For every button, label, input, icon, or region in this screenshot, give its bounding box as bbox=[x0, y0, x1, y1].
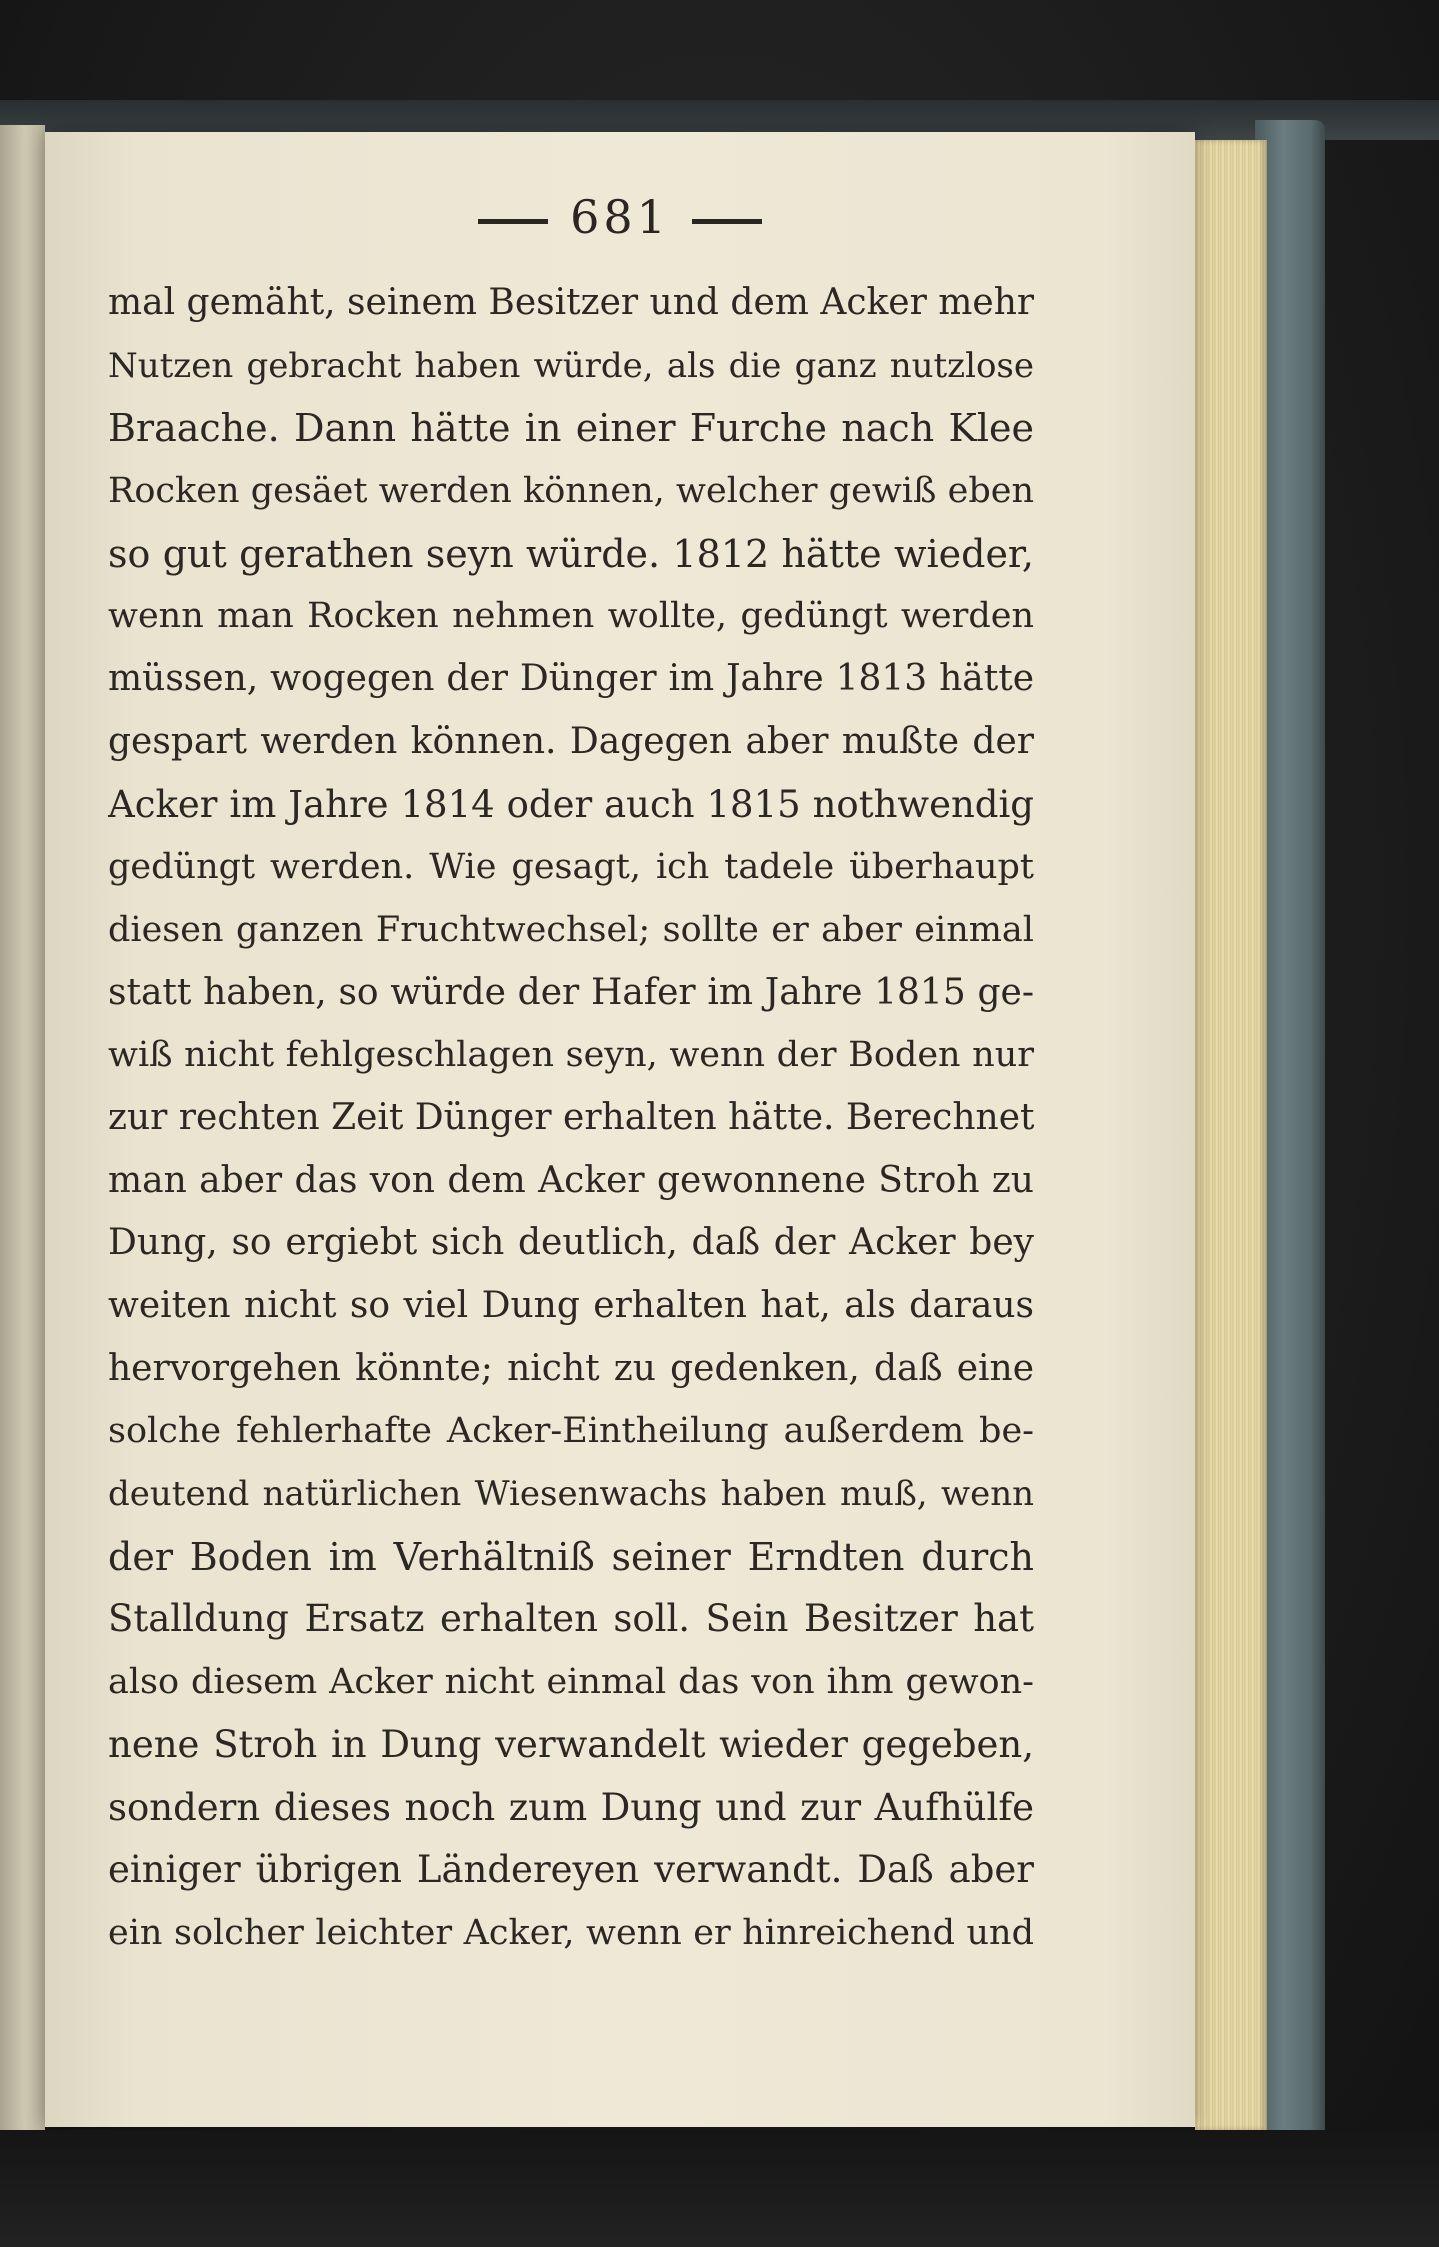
body-text bbox=[108, 272, 1034, 1965]
table-surface bbox=[0, 2130, 1439, 2247]
text-line: Rocken gesäet werden können, welcher gewiß eben bbox=[108, 471, 1034, 512]
text-line: wenn man Rocken nehmen wollte, gedüngt werden bbox=[108, 596, 1034, 637]
text-line: wiß nicht fehlgeschlagen seyn, wenn der Boden nur bbox=[108, 1035, 1034, 1076]
text-line: Braache. Dann hätte in einer Furche nach Klee bbox=[108, 406, 1034, 451]
text-line: sondern dieses noch zum Dung und zur Aufhülfe bbox=[108, 1785, 1034, 1829]
text-line: mal gemäht, seinem Besitzer und dem Acker mehr bbox=[108, 282, 1034, 323]
text-line: müssen, wogegen der Dünger im Jahre 1813 hätte bbox=[108, 658, 1034, 700]
page-edges bbox=[1195, 140, 1267, 2130]
text-line: zur rechten Zeit Dünger erhalten hätte. Berechnet bbox=[108, 1096, 1034, 1138]
text-line: man aber das von dem Acker gewonnene Stroh zu bbox=[108, 1159, 1034, 1201]
text-line: weiten nicht so viel Dung erhalten hat, als daraus bbox=[108, 1285, 1034, 1326]
header-dash-right bbox=[692, 219, 762, 224]
text-line: der Boden im Verhältniß seiner Erndten durch bbox=[108, 1534, 1034, 1579]
header-dash-left bbox=[478, 219, 548, 224]
text-line: ein solcher leichter Acker, wenn er hinreichend und bbox=[108, 1912, 1034, 1953]
text-line: einiger übrigen Ländereyen verwandt. Daß aber bbox=[108, 1848, 1034, 1892]
page-header bbox=[45, 190, 1195, 244]
text-line: statt haben, so würde der Hafer im Jahre 1815 ge- bbox=[108, 971, 1034, 1013]
text-line: Dung, so ergiebt sich deutlich, daß der Acker bey bbox=[108, 1222, 1034, 1264]
text-line: also diesem Acker nicht einmal das von ihm gewon- bbox=[108, 1662, 1034, 1703]
facing-page-edge bbox=[0, 125, 45, 2135]
text-line: so gut gerathen seyn würde. 1812 hätte wieder, bbox=[108, 531, 1034, 576]
text-line: deutend natürlichen Wiesenwachs haben muß, wenn bbox=[108, 1474, 1034, 1515]
text-line: gespart werden können. Dagegen aber mußte der bbox=[108, 720, 1034, 762]
book-page bbox=[45, 132, 1195, 2127]
text-line: Stalldung Ersatz erhalten soll. Sein Besitzer hat bbox=[108, 1597, 1034, 1641]
text-line: Acker im Jahre 1814 oder auch 1815 nothwendig bbox=[108, 782, 1034, 826]
page-number: 681 bbox=[570, 190, 670, 244]
text-line: hervorgehen könnte; nicht zu gedenken, daß eine bbox=[108, 1347, 1034, 1389]
text-line: diesen ganzen Fruchtwechsel; sollte er aber einmal bbox=[108, 909, 1034, 950]
text-line: solche fehlerhafte Acker-Eintheilung außerdem be- bbox=[108, 1411, 1034, 1452]
text-line: Nutzen gebracht haben würde, als die ganz nutzlose bbox=[108, 345, 1034, 386]
text-line: gedüngt werden. Wie gesagt, ich tadele überhaupt bbox=[108, 847, 1034, 888]
text-line: nene Stroh in Dung verwandelt wieder gegeben, bbox=[108, 1722, 1034, 1766]
